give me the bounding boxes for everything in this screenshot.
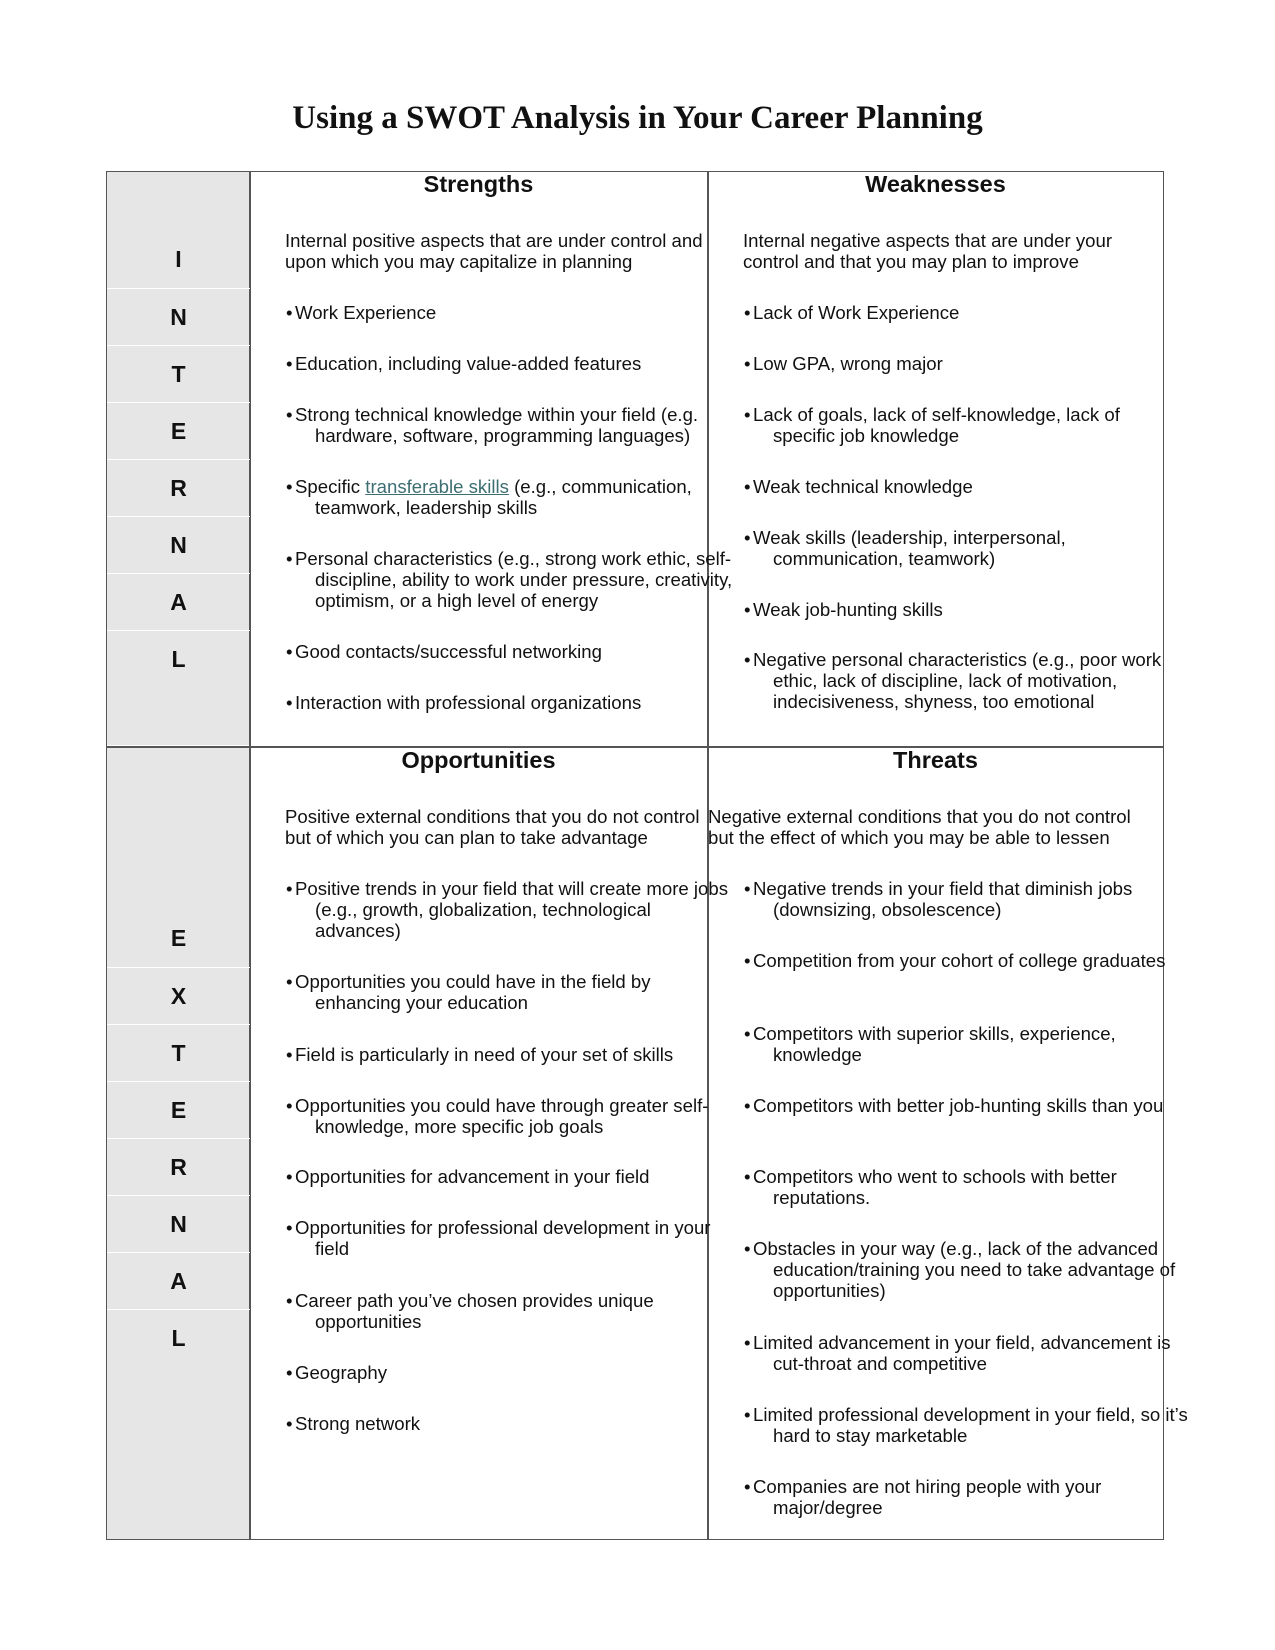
threats-heading: Threats [893,747,978,773]
bullet-icon: • [744,476,751,497]
threats-cell [708,747,1188,1539]
bullet-icon: • [286,353,293,374]
bullet-icon: • [286,548,293,569]
opportunities-heading: Opportunities [401,747,556,773]
bullet-icon: • [286,641,293,662]
opportunities-item-text: Positive trends in your field that will create more jobs (e.g., growth, globalization, technological advances) [295,878,729,941]
bullet-icon: • [286,692,293,713]
weaknesses-item-text: Lack of goals, lack of self-knowledge, lack of specific job knowledge [753,404,1120,446]
threats-item-text: Competitors with superior skills, experience, knowledge [753,1023,1116,1065]
strengths-item-text: Work Experience [295,302,437,323]
opportunities-item [278,1362,735,1383]
strengths-item [278,404,735,446]
threats-item-text: Limited professional development in your field, so it’s hard to stay marketable [753,1404,1188,1446]
bullet-icon: • [286,1217,293,1238]
bullet-icon: • [744,404,751,425]
threats-item-text: Competition from your cohort of college graduates [753,950,1166,971]
bullet-icon: • [744,302,751,323]
opportunities-description: Positive external conditions that you do not control but of which you can plan to take advantage [285,806,700,848]
weaknesses-item-text: Weak skills (leadership, interpersonal, communication, teamwork) [753,527,1066,569]
opportunities-item-text: Field is particularly in need of your set of skills [295,1044,674,1065]
bullet-icon: • [744,1023,751,1044]
strengths-item [278,548,735,611]
strengths-item [278,641,735,662]
threats-item [736,1476,1188,1518]
weaknesses-description: Internal negative aspects that are under your control and that you may plan to improve [743,230,1113,272]
opportunities-item [278,1290,735,1332]
opportunities-item-text: Opportunities for professional development in your field [295,1217,711,1259]
strengths-item-text: Strong technical knowledge within your field (e.g. hardware, software, programming languages) [295,404,699,446]
opportunities-item-text: Opportunities for advancement in your field [295,1166,650,1187]
opportunities-item-text: Geography [295,1362,387,1383]
external-letter: L [107,1309,250,1366]
internal-letter: L [107,630,250,687]
bullet-icon: • [744,527,751,548]
strengths-cell [250,171,733,746]
opportunities-item [278,971,735,1013]
internal-letter: E [107,402,250,459]
bullet-icon: • [286,1166,293,1187]
bullet-icon: • [744,878,751,899]
bullet-icon: • [286,1290,293,1311]
strengths-description: Internal positive aspects that are under control and upon which you may capitalize in planning [285,230,703,272]
bullet-icon: • [744,1238,751,1259]
strengths-item-text: Education, including value-added features [295,353,642,374]
opportunities-item-text: Career path you’ve chosen provides unique opportunities [295,1290,654,1332]
opportunities-cell [250,747,729,1539]
external-letter: A [107,1252,250,1309]
bullet-icon: • [286,1362,293,1383]
weaknesses-item [736,527,1183,569]
bullet-icon: • [286,1095,293,1116]
external-letter: T [107,1024,250,1081]
opportunities-item [278,1044,735,1065]
threats-item-text: Obstacles in your way (e.g., lack of the advanced education/training you need to take advantage of opportunities) [753,1238,1176,1301]
weaknesses-cell [708,172,1163,746]
weaknesses-heading: Weaknesses [865,171,1006,197]
threats-item-text: Negative trends in your field that diminish jobs (downsizing, obsolescence) [753,878,1133,920]
transferable-skills-link[interactable]: transferable skills [365,476,509,497]
weaknesses-item-text: Negative personal characteristics (e.g., poor work ethic, lack of discipline, lack of motivation, indecisiveness, shyness, too emotional [753,649,1162,712]
internal-letter: R [107,459,250,516]
threats-item [736,1095,1188,1116]
internal-letter: T [107,345,250,402]
opportunities-item [278,1217,735,1259]
opportunities-item [278,878,735,941]
weaknesses-item [736,476,1183,497]
weaknesses-item [736,404,1183,446]
bullet-icon: • [744,599,751,620]
bullet-icon: • [286,1044,293,1065]
threats-description: Negative external conditions that you do not control but the effect of which you may be able to lessen [708,806,1131,848]
opportunities-item [278,1413,735,1434]
strengths-heading: Strengths [423,171,534,197]
weaknesses-item-text: Low GPA, wrong major [753,353,943,374]
internal-letter: N [107,288,250,345]
weaknesses-item-text: Lack of Work Experience [753,302,960,323]
strengths-item-text: Good contacts/successful networking [295,641,602,662]
opportunities-item [278,1166,735,1187]
bullet-icon: • [286,476,293,497]
internal-letter: A [107,573,250,630]
threats-item [736,878,1188,920]
strengths-item [278,692,735,713]
weaknesses-item-text: Weak job-hunting skills [753,599,943,620]
bullet-icon: • [744,1404,751,1425]
strengths-item-text: Personal characteristics (e.g., strong work ethic, self-discipline, ability to work under pressure, creativity, optimism, or a high level of energy [295,548,733,611]
strengths-item-text: Interaction with professional organizations [295,692,642,713]
bullet-icon: • [286,878,293,899]
weaknesses-item [736,599,1183,620]
bullet-icon: • [744,1476,751,1497]
bullet-icon: • [286,404,293,425]
external-letter: N [107,1195,250,1252]
bullet-icon: • [744,353,751,374]
weaknesses-item-text: Weak technical knowledge [753,476,973,497]
bullet-icon: • [744,649,751,670]
threats-item-text: Limited advancement in your field, advancement is cut-throat and competitive [753,1332,1171,1374]
bullet-icon: • [286,1413,293,1434]
threats-item [736,1023,1188,1065]
opportunities-item-text: Opportunities you could have in the field by enhancing your education [295,971,651,1013]
external-letter: E [170,925,187,951]
bullet-icon: • [744,1332,751,1353]
threats-item [736,1332,1199,1374]
bullet-icon: • [744,950,751,971]
weaknesses-item [736,649,1183,712]
threats-item [736,1238,1188,1301]
strengths-item-prefix: Specific [295,476,366,497]
external-letter: X [107,967,250,1024]
bullet-icon: • [286,302,293,323]
weaknesses-item [736,353,1183,374]
threats-item-text: Competitors with better job-hunting skills than you [753,1095,1164,1116]
strengths-item [278,353,735,374]
page-title: Using a SWOT Analysis in Your Career Planning [292,100,983,136]
threats-item-text: Companies are not hiring people with your major/degree [753,1476,1102,1518]
weaknesses-item [736,302,1183,323]
strengths-item [278,302,735,323]
threats-item [736,950,1188,971]
internal-letter: N [107,516,250,573]
opportunities-item-text: Strong network [295,1413,421,1434]
bullet-icon: • [744,1166,751,1187]
strengths-item-suffix: (e.g., communication, teamwork, leadership skills [315,476,692,518]
bullet-icon: • [744,1095,751,1116]
threats-item-text: Competitors who went to schools with better reputations. [753,1166,1117,1208]
bullet-icon: • [286,971,293,992]
external-letter: E [107,1081,250,1138]
strengths-item [278,476,735,518]
external-letter: R [107,1138,250,1195]
threats-item [736,1166,1188,1208]
opportunities-item [278,1095,735,1137]
internal-letter: I [175,246,182,272]
opportunities-item-text: Opportunities you could have through greater self-knowledge, more specific job goals [295,1095,709,1137]
threats-item [736,1404,1188,1446]
